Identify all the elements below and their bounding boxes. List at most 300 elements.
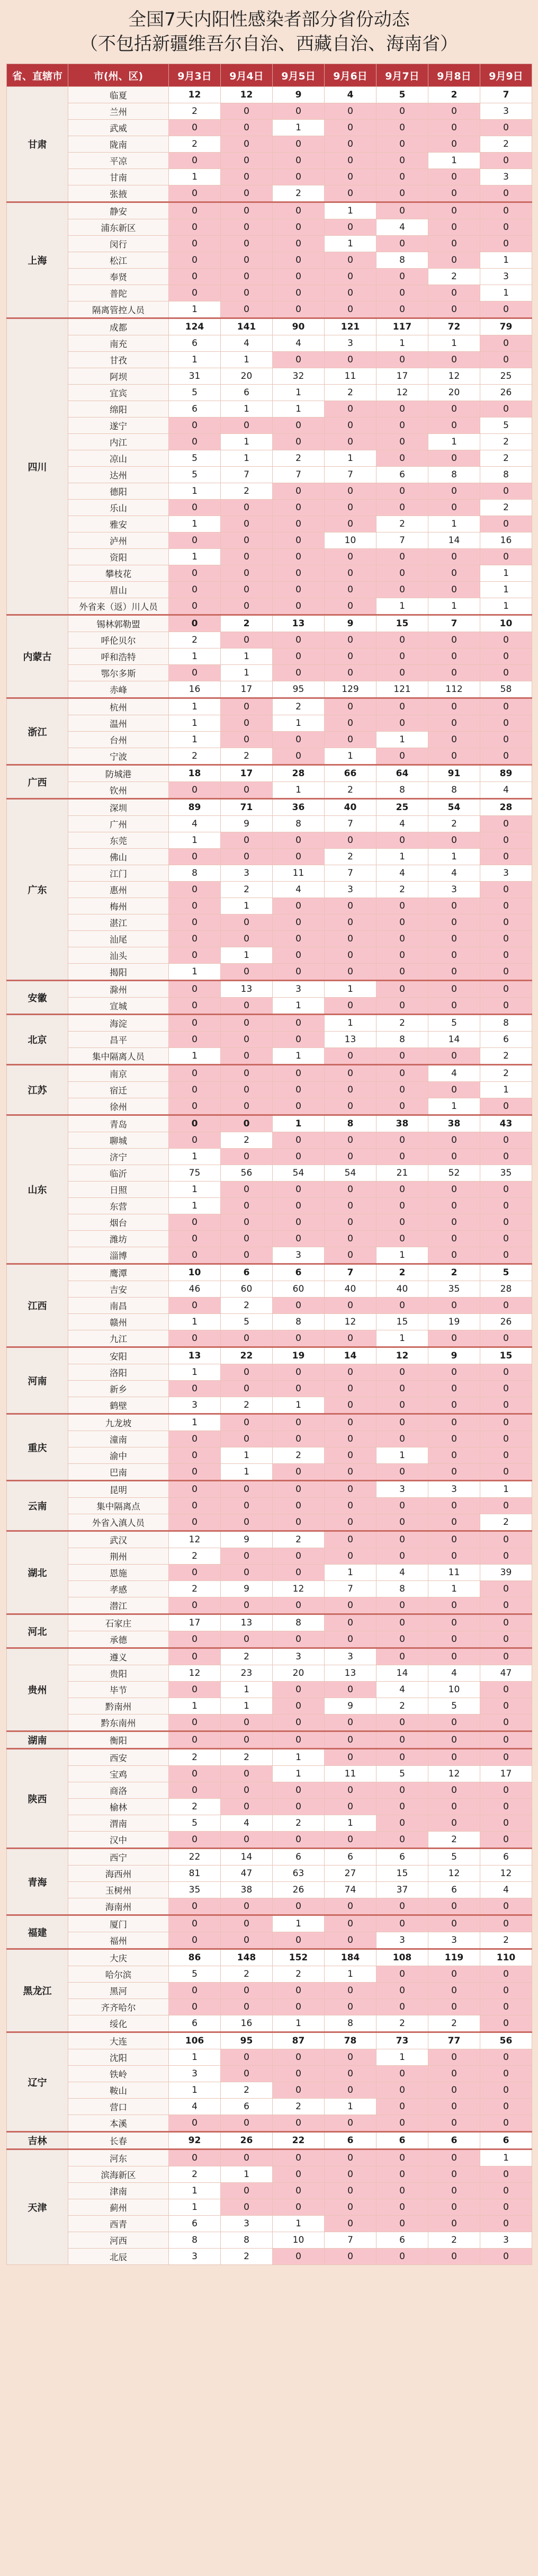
table-row [7,1032,532,1048]
count-cell: 0 [273,1548,325,1565]
count-cell: 8 [325,2015,376,2032]
city-cell: 黔南州 [68,1698,169,1715]
count-cell: 1 [325,202,376,219]
count-cell: 0 [376,401,428,418]
count-cell: 0 [376,1381,428,1397]
count-cell: 0 [169,1381,221,1397]
count-cell: 0 [480,202,532,219]
count-cell: 0 [273,1514,325,1531]
table-row [7,1481,532,1498]
count-cell: 0 [169,782,221,799]
count-cell: 0 [428,1381,480,1397]
count-cell: 0 [376,1715,428,1731]
table-row [7,865,532,882]
count-cell: 0 [325,565,376,582]
city-cell: 西青 [68,2216,169,2232]
count-cell: 0 [325,2115,376,2132]
count-cell: 0 [376,1364,428,1381]
city-cell: 广州 [68,816,169,832]
count-cell: 8 [325,1115,376,1132]
city-cell: 黑河 [68,1983,169,1999]
province-cell: 上海 [7,202,68,318]
city-cell: 吉安 [68,1281,169,1298]
count-cell: 0 [325,500,376,516]
count-cell: 5 [428,1698,480,1715]
count-cell: 0 [428,2166,480,2183]
count-cell: 0 [325,153,376,169]
count-cell: 0 [428,632,480,649]
table-row [7,202,532,219]
count-cell: 0 [480,1198,532,1214]
count-cell: 2 [221,1132,273,1149]
count-cell: 0 [325,252,376,269]
table-body [7,87,532,2265]
count-cell: 0 [480,882,532,898]
table-row [7,1915,532,1932]
table-row [7,615,532,632]
count-cell: 0 [273,1698,325,1715]
count-cell: 0 [480,1898,532,1915]
page-title: 全国7天内阳性感染者部分省份动态 [128,9,410,30]
count-cell: 0 [428,1298,480,1314]
table-row [7,1983,532,1999]
count-cell: 0 [273,516,325,532]
count-cell: 0 [480,219,532,236]
count-cell: 6 [221,2099,273,2115]
count-cell: 0 [221,732,273,748]
table-row [7,120,532,136]
city-cell: 闵行 [68,236,169,252]
count-cell: 0 [376,981,428,998]
count-cell: 2 [273,1815,325,1832]
count-cell: 0 [273,598,325,615]
count-cell: 1 [480,1481,532,1498]
city-cell: 铁岭 [68,2066,169,2082]
count-cell: 0 [428,1231,480,1247]
table-row [7,1364,532,1381]
count-cell: 2 [480,1048,532,1065]
count-cell: 12 [325,1314,376,1330]
count-cell: 26 [480,385,532,401]
header-date: 9月3日 [169,64,221,87]
count-cell: 0 [221,2149,273,2166]
count-cell: 0 [376,1731,428,1749]
count-cell: 0 [273,1330,325,1347]
city-cell: 齐齐哈尔 [68,1999,169,2015]
count-cell: 0 [221,1832,273,1849]
count-cell: 0 [376,500,428,516]
count-cell: 0 [273,947,325,964]
count-cell: 0 [428,1514,480,1531]
count-cell: 19 [428,1314,480,1330]
count-cell: 0 [428,998,480,1015]
count-cell: 0 [428,1414,480,1431]
count-cell: 5 [221,1314,273,1330]
count-cell: 0 [480,2216,532,2232]
count-cell: 0 [428,964,480,981]
count-cell: 0 [273,748,325,765]
table-row [7,1932,532,1949]
count-cell: 0 [325,1132,376,1149]
count-cell: 9 [221,816,273,832]
count-cell: 5 [169,1815,221,1832]
city-cell: 聊城 [68,1132,169,1149]
count-cell: 52 [428,1165,480,1182]
city-cell: 鄂尔多斯 [68,665,169,681]
count-cell: 2 [221,1397,273,1414]
city-cell: 淄博 [68,1247,169,1264]
count-cell: 0 [428,732,480,748]
count-cell: 47 [221,1866,273,1882]
count-cell: 5 [428,1015,480,1032]
count-cell: 1 [169,1198,221,1214]
count-cell: 6 [169,2216,221,2232]
count-cell: 20 [221,368,273,385]
count-cell: 3 [376,1481,428,1498]
count-cell: 0 [428,418,480,434]
table-row [7,236,532,252]
count-cell: 0 [480,1715,532,1731]
count-cell: 0 [325,285,376,301]
count-cell: 16 [221,2015,273,2032]
count-cell: 1 [221,1464,273,1481]
count-cell: 0 [376,2082,428,2099]
count-cell: 0 [376,1799,428,1815]
count-cell: 0 [376,285,428,301]
count-cell: 0 [325,964,376,981]
count-cell: 92 [169,2132,221,2149]
count-cell: 0 [376,1966,428,1983]
count-cell: 1 [480,582,532,598]
count-cell: 0 [273,500,325,516]
count-cell: 11 [273,865,325,882]
city-cell: 奉贤 [68,269,169,285]
count-cell: 0 [273,352,325,368]
count-cell: 0 [325,483,376,500]
table-row [7,418,532,434]
count-cell: 0 [169,236,221,252]
count-cell: 0 [376,434,428,450]
count-cell: 0 [376,2216,428,2232]
count-cell: 0 [428,1247,480,1264]
count-cell: 0 [325,998,376,1015]
count-cell: 0 [273,1032,325,1048]
province-cell: 黑龙江 [7,1949,68,2032]
table-row [7,1999,532,2015]
count-cell: 0 [273,2166,325,2183]
count-cell: 0 [325,1431,376,1447]
count-cell: 0 [169,998,221,1015]
count-cell: 2 [169,103,221,120]
count-cell: 0 [376,914,428,931]
count-cell: 0 [273,1631,325,1648]
count-cell: 8 [169,2232,221,2249]
count-cell: 0 [480,1149,532,1165]
count-cell: 0 [325,1198,376,1214]
count-cell: 81 [169,1866,221,1882]
count-cell: 0 [376,1214,428,1231]
count-cell: 0 [169,1565,221,1581]
count-cell: 26 [273,1882,325,1898]
count-cell: 0 [480,1966,532,1983]
count-cell: 0 [273,2199,325,2216]
table-row [7,1531,532,1548]
count-cell: 1 [221,1698,273,1715]
count-cell: 0 [376,632,428,649]
count-cell: 1 [169,549,221,565]
count-cell: 0 [325,120,376,136]
table-row [7,1298,532,1314]
city-cell: 张掖 [68,185,169,202]
count-cell: 0 [376,483,428,500]
count-cell: 0 [428,947,480,964]
count-cell: 1 [221,649,273,665]
table-row [7,368,532,385]
count-cell: 0 [273,1799,325,1815]
city-cell: 武汉 [68,1531,169,1548]
count-cell: 0 [428,120,480,136]
count-cell: 0 [428,202,480,219]
count-cell: 0 [273,2149,325,2166]
count-cell: 0 [480,1231,532,1247]
count-cell: 0 [376,1614,428,1631]
count-cell: 6 [376,2232,428,2249]
count-cell: 15 [480,1347,532,1364]
count-cell: 0 [169,1214,221,1231]
city-cell: 大庆 [68,1949,169,1966]
table-row [7,2166,532,2183]
count-cell: 6 [376,1849,428,1866]
count-cell: 13 [325,1665,376,1682]
count-cell: 0 [273,1149,325,1165]
count-cell: 110 [480,1949,532,1966]
count-cell: 0 [325,598,376,615]
count-cell: 89 [480,765,532,782]
count-cell: 22 [169,1849,221,1866]
count-cell: 108 [376,1949,428,1966]
count-cell: 0 [169,1782,221,1799]
count-cell: 2 [221,2082,273,2099]
count-cell: 0 [325,549,376,565]
city-cell: 陇南 [68,136,169,153]
count-cell: 0 [325,1782,376,1799]
table-row [7,1581,532,1597]
count-cell: 0 [169,849,221,865]
count-cell: 0 [480,1815,532,1832]
count-cell: 1 [273,1766,325,1782]
count-cell: 8 [480,467,532,483]
table-row [7,1381,532,1397]
count-cell: 6 [169,335,221,352]
count-cell: 0 [273,103,325,120]
count-cell: 0 [376,136,428,153]
count-cell: 0 [376,1182,428,1198]
count-cell: 0 [428,715,480,732]
count-cell: 121 [325,318,376,335]
count-cell: 0 [273,1198,325,1214]
count-cell: 0 [169,1065,221,1082]
count-cell: 6 [273,1264,325,1281]
city-cell: 河东 [68,2149,169,2166]
count-cell: 0 [221,998,273,1015]
count-cell: 0 [428,185,480,202]
city-cell: 长春 [68,2132,169,2149]
province-cell: 江西 [7,1264,68,1347]
count-cell: 3 [273,981,325,998]
count-cell: 1 [428,434,480,450]
count-cell: 0 [428,1132,480,1149]
table-row [7,914,532,931]
table-row [7,467,532,483]
count-cell: 1 [169,715,221,732]
count-cell: 2 [325,849,376,865]
count-cell: 0 [325,2199,376,2216]
count-cell: 0 [221,1498,273,1514]
city-cell: 海南州 [68,1898,169,1915]
count-cell: 0 [169,434,221,450]
city-cell: 河西 [68,2232,169,2249]
count-cell: 0 [325,1231,376,1247]
count-cell: 0 [169,981,221,998]
table-row [7,1648,532,1665]
table-row [7,748,532,765]
count-cell: 22 [273,2132,325,2149]
count-cell: 1 [169,1182,221,1198]
count-cell: 40 [376,1281,428,1298]
count-cell: 0 [169,500,221,516]
count-cell: 73 [376,2032,428,2049]
count-cell: 0 [376,998,428,1015]
count-cell: 0 [169,1032,221,1048]
count-cell: 0 [325,301,376,318]
count-cell: 0 [273,914,325,931]
table-row [7,500,532,516]
count-cell: 4 [480,1882,532,1898]
count-cell: 25 [376,799,428,816]
count-cell: 0 [273,1298,325,1314]
count-cell: 0 [428,1082,480,1098]
count-cell: 1 [169,2082,221,2099]
count-cell: 0 [325,103,376,120]
count-cell: 0 [169,1015,221,1032]
table-row [7,998,532,1015]
city-cell: 遵义 [68,1648,169,1665]
count-cell: 0 [376,352,428,368]
table-row [7,598,532,615]
count-cell: 14 [221,1849,273,1866]
count-cell: 0 [428,236,480,252]
count-cell: 6 [480,2132,532,2149]
count-cell: 0 [376,1498,428,1514]
city-cell: 兰州 [68,103,169,120]
count-cell: 58 [480,681,532,698]
count-cell: 2 [221,615,273,632]
count-cell: 8 [169,865,221,882]
count-cell: 0 [273,1065,325,1082]
count-cell: 17 [376,368,428,385]
count-cell: 7 [480,87,532,103]
table-row [7,352,532,368]
count-cell: 0 [480,1247,532,1264]
count-cell: 46 [169,1281,221,1298]
count-cell: 2 [273,450,325,467]
count-cell: 0 [428,1531,480,1548]
province-cell: 天津 [7,2149,68,2265]
count-cell: 9 [221,1581,273,1597]
city-cell: 阿坝 [68,368,169,385]
table-row [7,1182,532,1198]
count-cell: 2 [169,1548,221,1565]
table-row [7,1548,532,1565]
count-cell: 0 [221,931,273,947]
count-cell: 1 [325,981,376,998]
province-cell: 青海 [7,1849,68,1915]
header-date: 9月7日 [376,64,428,87]
table-row [7,1799,532,1815]
count-cell: 0 [376,1548,428,1565]
count-cell: 0 [325,1247,376,1264]
count-cell: 0 [325,1330,376,1347]
count-cell: 0 [325,931,376,947]
count-cell: 0 [376,698,428,715]
count-cell: 8 [273,816,325,832]
count-cell: 8 [221,2232,273,2249]
count-cell: 5 [169,450,221,467]
count-cell: 2 [221,882,273,898]
count-cell: 3 [325,335,376,352]
count-cell: 0 [325,2066,376,2082]
count-cell: 0 [376,1065,428,1082]
page-subtitle: （不包括新疆维吾尔自治、西藏自治、海南省） [80,33,458,55]
count-cell: 74 [325,1882,376,1898]
count-cell: 0 [376,947,428,964]
count-cell: 0 [273,931,325,947]
city-cell: 承德 [68,1631,169,1648]
count-cell: 0 [221,136,273,153]
count-cell: 0 [428,1731,480,1749]
province-cell: 吉林 [7,2132,68,2149]
count-cell: 0 [273,1414,325,1431]
count-cell: 12 [428,1866,480,1882]
count-cell: 0 [428,2216,480,2232]
table-row [7,2032,532,2049]
count-cell: 0 [480,1614,532,1631]
count-cell: 0 [169,1132,221,1149]
count-cell: 1 [221,401,273,418]
table-row [7,549,532,565]
table-row [7,2132,532,2149]
count-cell: 14 [428,532,480,549]
count-cell: 0 [428,1648,480,1665]
city-cell: 雅安 [68,516,169,532]
count-cell: 0 [376,1832,428,1849]
count-cell: 0 [273,219,325,236]
count-cell: 1 [273,1749,325,1766]
count-cell: 12 [376,1347,428,1364]
count-cell: 1 [428,335,480,352]
table-row [7,681,532,698]
count-cell: 0 [428,103,480,120]
count-cell: 0 [428,1498,480,1514]
count-cell: 0 [325,1364,376,1381]
count-cell: 0 [480,1298,532,1314]
count-cell: 6 [428,1882,480,1898]
count-cell: 9 [221,1531,273,1548]
count-cell: 39 [480,1565,532,1581]
table-row [7,2149,532,2166]
count-cell: 0 [221,1932,273,1949]
count-cell: 0 [273,153,325,169]
